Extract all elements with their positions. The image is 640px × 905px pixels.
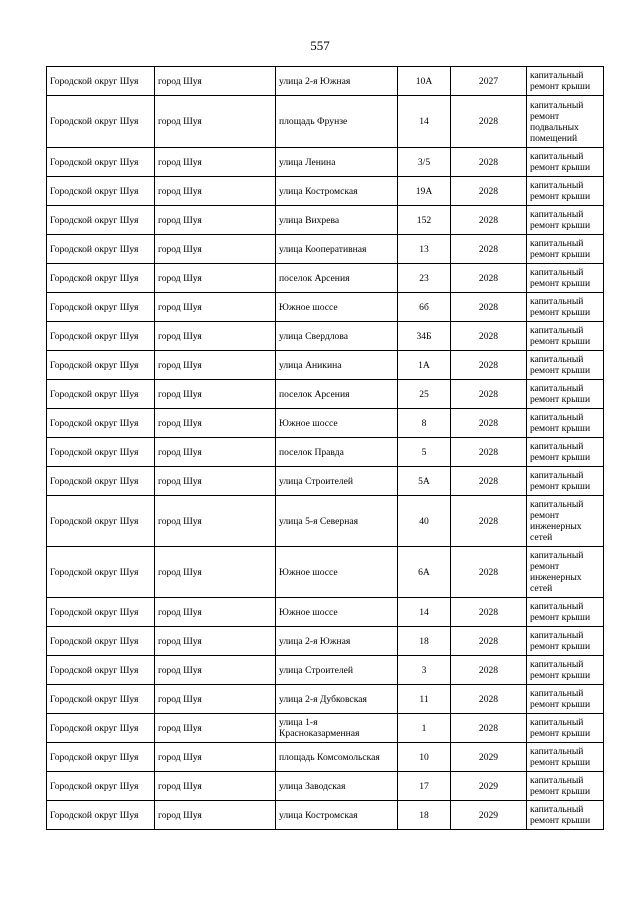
settlement-cell: город Шуя [155,235,276,264]
municipality-cell: Городской округ Шуя [47,685,155,714]
work-type-cell: капитальный ремонт крыши [527,322,604,351]
house-number-cell: 13 [398,235,451,264]
table-body [47,67,604,830]
municipality-cell: Городской округ Шуя [47,235,155,264]
table-row [47,351,604,380]
work-type-cell: капитальный ремонт инженерных сетей [527,496,604,547]
table-row [47,772,604,801]
year-cell: 2028 [451,322,527,351]
year-cell: 2027 [451,67,527,96]
year-cell: 2029 [451,743,527,772]
street-cell: улица Ленина [276,148,398,177]
settlement-cell: город Шуя [155,598,276,627]
year-cell: 2028 [451,714,527,743]
table-row [47,96,604,148]
street-cell: улица 5-я Северная [276,496,398,547]
municipality-cell: Городской округ Шуя [47,67,155,96]
street-cell: Южное шоссе [276,409,398,438]
street-cell: улица Строителей [276,656,398,685]
table-row [47,148,604,177]
house-number-cell: 1А [398,351,451,380]
year-cell: 2028 [451,264,527,293]
municipality-cell: Городской округ Шуя [47,177,155,206]
municipality-cell: Городской округ Шуя [47,743,155,772]
municipality-cell: Городской округ Шуя [47,351,155,380]
year-cell: 2028 [451,235,527,264]
year-cell: 2028 [451,96,527,148]
street-cell: улица 2-я Южная [276,67,398,96]
year-cell: 2028 [451,547,527,598]
table-row [47,67,604,96]
street-cell: площадь Фрунзе [276,96,398,148]
settlement-cell: город Шуя [155,467,276,496]
year-cell: 2028 [451,496,527,547]
street-cell: улица 2-я Южная [276,627,398,656]
table-row [47,656,604,685]
year-cell: 2028 [451,598,527,627]
year-cell: 2028 [451,438,527,467]
work-type-cell: капитальный ремонт крыши [527,743,604,772]
table-row [47,547,604,598]
table-row [47,685,604,714]
house-number-cell: 1 [398,714,451,743]
work-type-cell: капитальный ремонт крыши [527,656,604,685]
house-number-cell: 18 [398,801,451,830]
street-cell: улица 1-я Красноказарменная [276,714,398,743]
settlement-cell: город Шуя [155,264,276,293]
table-row [47,293,604,322]
year-cell: 2028 [451,685,527,714]
municipality-cell: Городской округ Шуя [47,438,155,467]
house-number-cell: 6б [398,293,451,322]
house-number-cell: 6А [398,547,451,598]
settlement-cell: город Шуя [155,380,276,409]
table-row [47,235,604,264]
table-row [47,598,604,627]
year-cell: 2028 [451,293,527,322]
table-row [47,322,604,351]
settlement-cell: город Шуя [155,322,276,351]
municipality-cell: Городской округ Шуя [47,409,155,438]
municipality-cell: Городской округ Шуя [47,148,155,177]
settlement-cell: город Шуя [155,772,276,801]
street-cell: улица Костромская [276,177,398,206]
table-row [47,438,604,467]
municipality-cell: Городской округ Шуя [47,467,155,496]
settlement-cell: город Шуя [155,293,276,322]
street-cell: Южное шоссе [276,293,398,322]
work-type-cell: капитальный ремонт крыши [527,714,604,743]
house-number-cell: 40 [398,496,451,547]
street-cell: поселок Правда [276,438,398,467]
settlement-cell: город Шуя [155,627,276,656]
year-cell: 2028 [451,380,527,409]
settlement-cell: город Шуя [155,743,276,772]
house-number-cell: 11 [398,685,451,714]
work-type-cell: капитальный ремонт крыши [527,598,604,627]
street-cell: улица Строителей [276,467,398,496]
house-number-cell: 25 [398,380,451,409]
table-row [47,496,604,547]
municipality-cell: Городской округ Шуя [47,598,155,627]
house-number-cell: 5 [398,438,451,467]
year-cell: 2028 [451,627,527,656]
municipality-cell: Городской округ Шуя [47,496,155,547]
settlement-cell: город Шуя [155,685,276,714]
table-row [47,380,604,409]
street-cell: Южное шоссе [276,547,398,598]
street-cell: улица Аникина [276,351,398,380]
house-number-cell: 10А [398,67,451,96]
table-row [47,206,604,235]
municipality-cell: Городской округ Шуя [47,293,155,322]
work-type-cell: капитальный ремонт крыши [527,206,604,235]
house-number-cell: 14 [398,598,451,627]
work-type-cell: капитальный ремонт инженерных сетей [527,547,604,598]
work-type-cell: капитальный ремонт крыши [527,351,604,380]
street-cell: поселок Арсения [276,264,398,293]
year-cell: 2029 [451,801,527,830]
work-type-cell: капитальный ремонт крыши [527,467,604,496]
municipality-cell: Городской округ Шуя [47,380,155,409]
work-type-cell: капитальный ремонт подвальных помещений [527,96,604,148]
house-number-cell: 5А [398,467,451,496]
work-type-cell: капитальный ремонт крыши [527,627,604,656]
settlement-cell: город Шуя [155,714,276,743]
settlement-cell: город Шуя [155,177,276,206]
page-number: 557 [310,38,330,53]
year-cell: 2028 [451,409,527,438]
year-cell: 2028 [451,177,527,206]
work-type-cell: капитальный ремонт крыши [527,148,604,177]
house-number-cell: 34Б [398,322,451,351]
settlement-cell: город Шуя [155,656,276,685]
work-type-cell: капитальный ремонт крыши [527,264,604,293]
municipality-cell: Городской округ Шуя [47,627,155,656]
table-row [47,177,604,206]
year-cell: 2029 [451,772,527,801]
street-cell: улица Свердлова [276,322,398,351]
work-type-cell: капитальный ремонт крыши [527,380,604,409]
year-cell: 2028 [451,351,527,380]
house-number-cell: 23 [398,264,451,293]
table-row [47,714,604,743]
table-row [47,627,604,656]
street-cell: поселок Арсения [276,380,398,409]
street-cell: улица Костромская [276,801,398,830]
settlement-cell: город Шуя [155,496,276,547]
house-number-cell: 152 [398,206,451,235]
municipality-cell: Городской округ Шуя [47,96,155,148]
house-number-cell: 10 [398,743,451,772]
house-number-cell: 8 [398,409,451,438]
street-cell: улица Вихрева [276,206,398,235]
work-type-cell: капитальный ремонт крыши [527,177,604,206]
settlement-cell: город Шуя [155,67,276,96]
municipality-cell: Городской округ Шуя [47,772,155,801]
work-type-cell: капитальный ремонт крыши [527,438,604,467]
settlement-cell: город Шуя [155,547,276,598]
work-type-cell: капитальный ремонт крыши [527,801,604,830]
house-number-cell: 3/5 [398,148,451,177]
municipality-cell: Городской округ Шуя [47,206,155,235]
work-type-cell: капитальный ремонт крыши [527,67,604,96]
street-cell: улица Заводская [276,772,398,801]
street-cell: улица 2-я Дубковская [276,685,398,714]
municipality-cell: Городской округ Шуя [47,656,155,685]
settlement-cell: город Шуя [155,438,276,467]
settlement-cell: город Шуя [155,148,276,177]
house-number-cell: 14 [398,96,451,148]
settlement-cell: город Шуя [155,801,276,830]
work-type-cell: капитальный ремонт крыши [527,772,604,801]
settlement-cell: город Шуя [155,206,276,235]
work-type-cell: капитальный ремонт крыши [527,409,604,438]
house-number-cell: 3 [398,656,451,685]
house-number-cell: 17 [398,772,451,801]
municipality-cell: Городской округ Шуя [47,322,155,351]
table-row [47,801,604,830]
municipality-cell: Городской округ Шуя [47,714,155,743]
street-cell: площадь Комсомольская [276,743,398,772]
settlement-cell: город Шуя [155,409,276,438]
repair-schedule-table [46,66,604,830]
work-type-cell: капитальный ремонт крыши [527,293,604,322]
table-row [47,743,604,772]
table-row [47,264,604,293]
house-number-cell: 19А [398,177,451,206]
table-row [47,467,604,496]
street-cell: улица Кооперативная [276,235,398,264]
year-cell: 2028 [451,467,527,496]
street-cell: Южное шоссе [276,598,398,627]
municipality-cell: Городской округ Шуя [47,264,155,293]
municipality-cell: Городской округ Шуя [47,801,155,830]
year-cell: 2028 [451,656,527,685]
work-type-cell: капитальный ремонт крыши [527,235,604,264]
year-cell: 2028 [451,206,527,235]
settlement-cell: город Шуя [155,96,276,148]
work-type-cell: капитальный ремонт крыши [527,685,604,714]
settlement-cell: город Шуя [155,351,276,380]
year-cell: 2028 [451,148,527,177]
table-row [47,409,604,438]
house-number-cell: 18 [398,627,451,656]
municipality-cell: Городской округ Шуя [47,547,155,598]
